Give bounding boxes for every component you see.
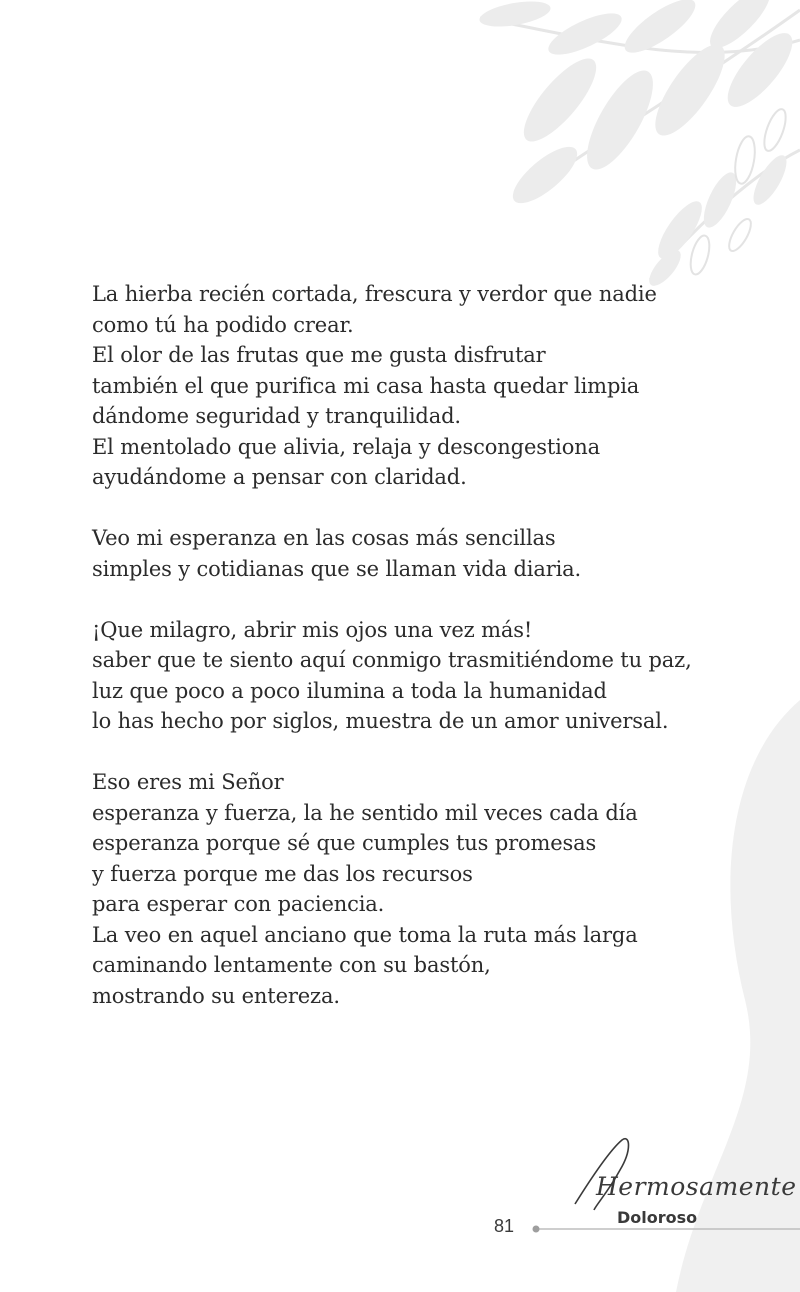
poem-line: como tú ha podido crear. [92, 312, 354, 337]
poem-line: luz que poco a poco ilumina a toda la humanidad [92, 678, 607, 703]
poem-line: para esperar con paciencia. [92, 892, 385, 916]
poem-stanza [92, 767, 712, 1011]
poem-line: y fuerza porque me das los recursos [92, 861, 473, 886]
book-title-subtitle: Doloroso [617, 1208, 698, 1227]
poem-line: dándome seguridad y tranquilidad. [92, 404, 461, 428]
poem-line: ¡Que milagro, abrir mis ojos una vez más! [92, 617, 533, 642]
poem-body [92, 279, 712, 1011]
poem-line: Eso eres mi Señor [92, 770, 284, 794]
poem-line: saber que te siento aquí conmigo trasmitiéndome tu paz, [92, 648, 692, 672]
footer-dot [533, 1226, 540, 1233]
poem-line: Veo mi esperanza en las cosas más sencillas [92, 526, 556, 550]
book-title-script: Hermosamente [596, 1172, 797, 1201]
poem-line: lo has hecho por siglos, muestra de un amor universal. [92, 709, 669, 733]
poem-stanza [92, 615, 712, 737]
poem-line: esperanza porque sé que cumples tus promesas [92, 831, 597, 855]
poem-line: El olor de las frutas que me gusta disfrutar [92, 343, 546, 367]
page-number: 81 [494, 1216, 515, 1236]
poem-line: La veo en aquel anciano que toma la ruta más larga [92, 922, 638, 947]
poem-line: ayudándome a pensar con claridad. [92, 465, 467, 489]
poem-line: El mentolado que alivia, relaja y descongestiona [92, 434, 600, 459]
poem-stanza [92, 523, 712, 584]
poem-line: caminando lentamente con su bastón, [92, 953, 491, 977]
poem-line: esperanza y fuerza, la he sentido mil veces cada día [92, 800, 638, 825]
leaf-branch-icon [478, 0, 800, 291]
poem-line: también el que purifica mi casa hasta quedar limpia [92, 373, 640, 398]
poem-line: mostrando su entereza. [92, 983, 340, 1008]
poem-stanza [92, 279, 712, 493]
poem-line: simples y cotidianas que se llaman vida diaria. [92, 556, 582, 581]
poem-line: La hierba recién cortada, frescura y verdor que nadie [92, 282, 657, 306]
